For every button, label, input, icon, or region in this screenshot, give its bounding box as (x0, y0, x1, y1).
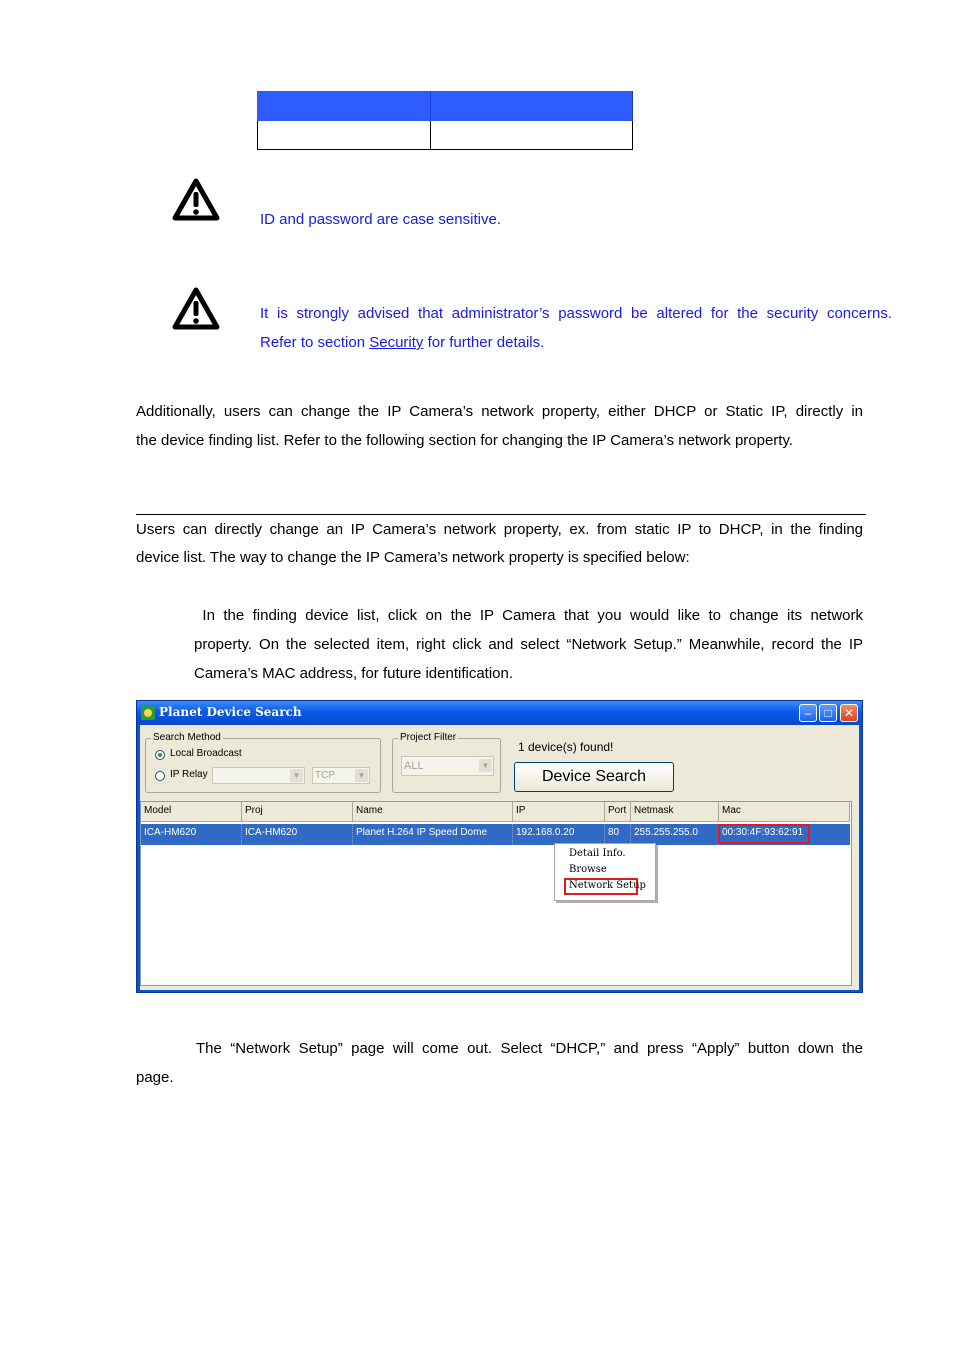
body-cell-2 (431, 121, 633, 150)
column-header-port[interactable]: Port (605, 802, 631, 822)
column-header-netmask[interactable]: Netmask (631, 802, 719, 822)
window-client-area (140, 725, 859, 990)
close-icon: ✕ (843, 706, 855, 720)
close-button[interactable] (840, 704, 858, 722)
app-icon (141, 706, 155, 720)
maximize-button[interactable] (819, 704, 837, 722)
note-refer-suffix: for further details. (423, 334, 545, 351)
security-section-link[interactable]: Security (369, 334, 424, 351)
menu-item-detail-info[interactable]: Detail Info. (569, 848, 626, 859)
cell-ip: 192.168.0.20 (513, 824, 605, 845)
note-refer-prefix: Refer to section (260, 334, 370, 351)
chevron-down-icon: ▼ (479, 759, 492, 772)
column-header-mac[interactable]: Mac (719, 802, 850, 822)
devices-found-text: 1 device(s) found! (518, 740, 614, 754)
device-search-window (136, 700, 863, 993)
search-method-legend: Search Method (153, 732, 221, 743)
chevron-down-icon: ▼ (355, 769, 368, 782)
title-bar[interactable] (137, 701, 862, 725)
header-cell-1 (258, 92, 431, 121)
step-1-line-3: Camera’s MAC address, for future identification. (194, 665, 514, 682)
column-header-model[interactable]: Model (141, 802, 242, 822)
note-case-sensitive: ID and password are case sensitive. (260, 211, 501, 228)
paragraph-1-line-1: Additionally, users can change the IP Camera’s network property, either DHCP or Static IP, directly in (136, 403, 863, 420)
device-search-button[interactable]: Device Search (514, 762, 674, 792)
cell-proj: ICA-HM620 (242, 824, 353, 845)
menu-item-browse[interactable]: Browse (569, 864, 607, 875)
context-menu (554, 843, 656, 901)
step-2-line-1: The “Network Setup” page will come out. Select “DHCP,” and press “Apply” button down the (196, 1040, 863, 1057)
protocol-value: TCP (315, 770, 335, 781)
cell-port: 80 (605, 824, 631, 845)
ip-relay-address-combo[interactable] (212, 767, 305, 784)
device-list (140, 801, 852, 986)
paragraph-2-line-1: Users can directly change an IP Camera’s network property, ex. from static IP to DHCP, in the finding (136, 521, 863, 538)
minimize-icon: – (804, 706, 812, 720)
window-title: Planet Device Search (159, 705, 302, 719)
header-cell-2 (431, 92, 633, 121)
column-header-proj[interactable]: Proj (242, 802, 353, 822)
search-method-group (145, 732, 381, 793)
warning-icon (171, 286, 221, 332)
column-header-ip[interactable]: IP (513, 802, 605, 822)
table-row[interactable] (141, 824, 850, 845)
credentials-table (257, 91, 633, 150)
maximize-icon: □ (824, 706, 832, 720)
warning-icon (171, 177, 221, 223)
chevron-down-icon: ▼ (290, 769, 303, 782)
project-filter-legend: Project Filter (400, 732, 457, 743)
project-filter-combo[interactable] (401, 756, 494, 776)
step-2-line-2: page. (136, 1069, 174, 1086)
project-filter-group (392, 732, 501, 793)
cell-model: ICA-HM620 (141, 824, 242, 845)
protocol-combo[interactable] (312, 767, 370, 784)
step-1-line-2: property. On the selected item, right click and select “Network Setup.” Meanwhile, record the IP (194, 636, 863, 653)
local-broadcast-label: Local Broadcast (170, 748, 242, 759)
body-cell-1 (258, 121, 431, 150)
column-header-name[interactable]: Name (353, 802, 513, 822)
ip-relay-radio[interactable] (155, 771, 165, 781)
credentials-table-header (258, 92, 633, 121)
cell-mac: 00:30:4F:93:62:91 (722, 827, 804, 838)
project-filter-value: ALL (404, 760, 424, 772)
note-refer-section (260, 328, 544, 357)
note-password-advice: It is strongly advised that administrator’s password be altered for the security concerns. (260, 305, 892, 322)
mac-highlight-box (718, 824, 810, 844)
ip-relay-label: IP Relay (170, 769, 208, 780)
cell-name: Planet H.264 IP Speed Dome (353, 824, 513, 845)
paragraph-2-line-2: device list. The way to change the IP Camera’s network property is specified below: (136, 549, 690, 566)
step-1-line-1: In the finding device list, click on the IP Camera that you would like to change its network (194, 607, 863, 624)
menu-item-network-setup[interactable]: Network Setup (569, 880, 646, 891)
paragraph-1-line-2: the device finding list. Refer to the following section for changing the IP Camera’s network property. (136, 432, 794, 449)
credentials-table-row (258, 121, 633, 150)
cell-netmask: 255.255.255.0 (631, 824, 719, 845)
local-broadcast-radio[interactable] (155, 750, 165, 760)
minimize-button[interactable] (799, 704, 817, 722)
